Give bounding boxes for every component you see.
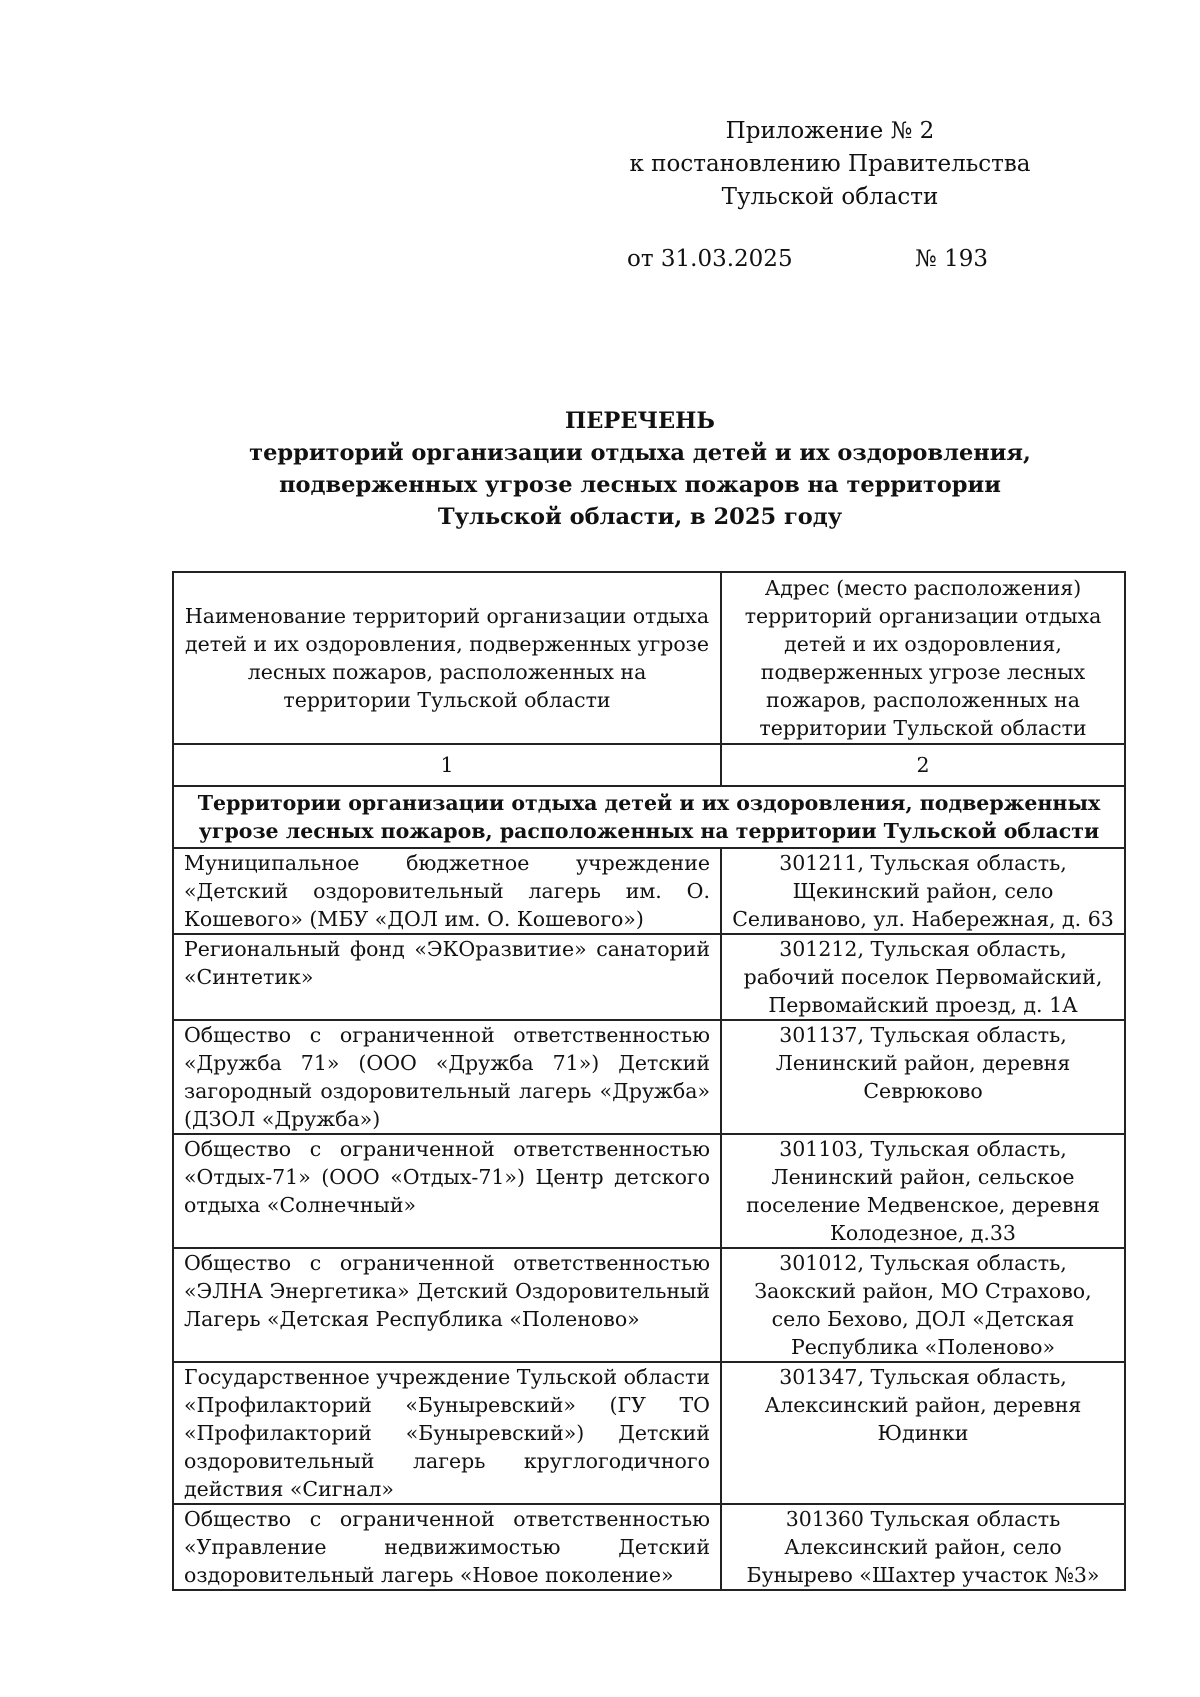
row-address: 301347, Тульская область, Алексинский район, деревня Юдинки [721,1362,1125,1504]
row-name: Общество с ограниченной ответственностью «ЭЛНА Энергетика» Детский Оздоровительный Лагерь «Детская Республика «Поленово» [173,1248,721,1362]
header-address-column: Адрес (место расположения) территорий организации отдыха детей и их оздоровления, подверженных угрозе лесных пожаров, расположенных на территории Тульской области [721,572,1125,744]
row-address: 301211, Тульская область, Щекинский район, село Селиваново, ул. Набережная, д. 63 [721,848,1125,934]
decree-date: от 31.03.2025 [627,246,793,272]
table-row [173,934,1125,1020]
row-name: Государственное учреждение Тульской области «Профилакторий «Буныревский» (ГУ ТО «Профилакторий «Буныревский») Детский оздоровительный лагерь круглогодичного действия «Сигнал» [173,1362,721,1504]
row-name: Общество с ограниченной ответственностью «Дружба 71» (ООО «Дружба 71») Детский загородный оздоровительный лагерь «Дружба» (ДЗОЛ «Дружба») [173,1020,721,1134]
territories-table [172,743,1126,1591]
column-number-1: 1 [173,744,721,786]
row-name: Муниципальное бюджетное учреждение «Детский оздоровительный лагерь им. О. Кошевого» (МБУ «ДОЛ им. О. Кошевого») [173,848,721,934]
appendix-block [600,115,1060,214]
title-line-4: Тульской области, в 2025 году [437,504,843,530]
row-name: Региональный фонд «ЭКОразвитие» санаторий «Синтетик» [173,934,721,1020]
column-number-row [173,744,1125,786]
row-address: 301212, Тульская область, рабочий поселок Первомайский, Первомайский проезд, д. 1А [721,934,1125,1020]
appendix-region: Тульской области [721,184,939,210]
row-address: 301360 Тульская область Алексинский район, село Бунырево «Шахтер участок №3» [721,1504,1125,1590]
section-row [173,786,1125,848]
header-name-column: Наименование территорий организации отдыха детей и их оздоровления, подверженных угрозе лесных пожаров, расположенных на территории Тульской области [173,572,721,744]
decree-number: № 193 [915,246,988,272]
row-address: 301012, Тульская область, Заокский район, МО Страхово, село Бехово, ДОЛ «Детская Республика «Поленово» [721,1248,1125,1362]
section-title: Территории организации отдыха детей и их оздоровления, подверженных угрозе лесных пожаров, расположенных на территории Тульской области [173,786,1125,848]
table-row [173,1248,1125,1362]
appendix-title: Приложение № 2 [725,118,935,144]
title-line-2: территорий организации отдыха детей и их оздоровления, [249,440,1031,466]
table-header [172,571,1126,745]
header-row [173,572,1125,744]
column-number-2: 2 [721,744,1125,786]
table-row [173,1504,1125,1590]
appendix-decree-ref: к постановлению Правительства [629,151,1031,177]
row-name: Общество с ограниченной ответственностью «Отдых-71» (ООО «Отдых-71») Центр детского отдыха «Солнечный» [173,1134,721,1248]
title-line-1: ПЕРЕЧЕНЬ [565,408,715,434]
table-row [173,848,1125,934]
row-name: Общество с ограниченной ответственностью «Управление недвижимостью Детский оздоровительный лагерь «Новое поколение» [173,1504,721,1590]
title-line-3: подверженных угрозе лесных пожаров на территории [279,472,1001,498]
table-row [173,1020,1125,1134]
table-row [173,1134,1125,1248]
document-title [160,405,1120,533]
table-row [173,1362,1125,1504]
row-address: 301103, Тульская область, Ленинский район, сельское поселение Медвенское, деревня Колодезное, д.33 [721,1134,1125,1248]
row-address: 301137, Тульская область, Ленинский район, деревня Севрюково [721,1020,1125,1134]
